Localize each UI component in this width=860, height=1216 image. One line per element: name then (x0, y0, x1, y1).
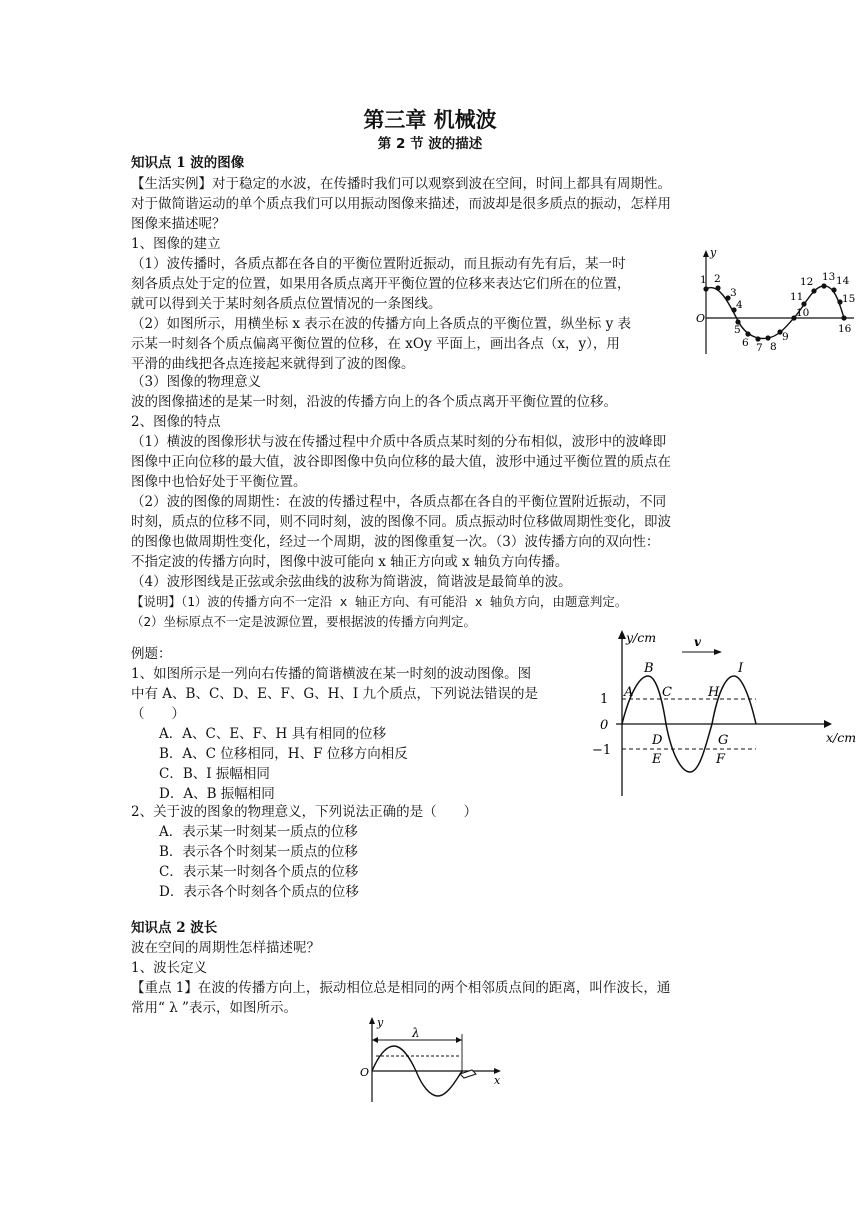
kp1-heading: 知识点 1 波的图像 (131, 155, 245, 171)
fig1-points-group (700, 271, 855, 354)
s1-paragraph-line: （1）波传播时，各质点都在各自的平衡位置附近振动，而且振动有先有后，某一时 (131, 256, 626, 272)
fig2-point-label: D (652, 733, 663, 748)
fig1-point-label: 16 (838, 323, 852, 335)
q1-option-c: C．B、I 振幅相同 (159, 766, 270, 782)
s2-paragraph-line: 时刻，质点的位移不同，则不同时刻，波的图像不同。质点振动时位移做周期性变化，即波 (131, 514, 671, 530)
fig2-tick-zero: 0 (600, 718, 609, 733)
q1-option-d: D．A、B 振幅相同 (159, 786, 275, 802)
s1-paragraph-line: 刻各质点处于定的位置，如果用各质点离开平衡位置的位移来表达它们所在的位置， (131, 276, 631, 292)
fig2-y-label: y/cm (626, 630, 657, 645)
s2-title: 2、图像的特点 (131, 414, 221, 430)
fig3-lambda-label: λ (412, 1026, 420, 1040)
fig1-point-dot (755, 336, 760, 341)
fig2-velocity-label: v (694, 635, 701, 649)
fig1-point-label: 13 (822, 271, 836, 283)
fig1-point-label: 8 (770, 341, 777, 353)
fig2-point-label: E (652, 752, 662, 767)
s2-paragraph-line: （2）波的图像的周期性：在波的传播过程中，各质点都在各自的平衡位置附近振动，不同 (131, 494, 667, 510)
fig2-point-label: C (662, 685, 672, 700)
kp2-intro: 波在空间的周期性怎样描述呢？ (131, 940, 320, 956)
kp2-definition-line: 【重点 1】在波的传播方向上，振动相位总是相同的两个相邻质点间的距离，叫作波长，通 (131, 980, 671, 996)
fig1-point-dot (841, 315, 846, 320)
kp2-definition-line: 常用“ λ ”表示，如图所示。 (131, 1000, 297, 1016)
fig1-point-dot (811, 288, 816, 293)
q1-stem-line: （ ） (131, 706, 185, 722)
fig3-origin-label: O (360, 1066, 370, 1079)
fig2-tick-neg: −1 (592, 743, 612, 758)
fig1-point-dot (765, 335, 770, 340)
fig3-y-label: y (377, 1016, 384, 1029)
fig1-point-label: 2 (714, 273, 721, 285)
fig2-point-label: F (716, 752, 726, 767)
q2-stem: 2、关于波的图象的物理意义，下列说法正确的是（ ） (131, 804, 478, 820)
s1-subtitle: （3）图像的物理意义 (131, 374, 262, 390)
s2-paragraph-line: 不指定波的传播方向时，图像中波可能向 x 轴正方向或 x 轴负方向传播。 (131, 554, 569, 570)
fig2-point-label: H (708, 685, 720, 700)
fig1-point-dot (831, 287, 836, 292)
s1-paragraph-line: 示某一时刻各个质点偏离平衡位置的位移，在 xOy 平面上，画出各点（x，y），用 (131, 336, 620, 352)
q1-option-a: A．A、C、E、F、H 具有相同的位移 (159, 726, 387, 742)
fig1-y-label: y (710, 246, 717, 259)
kp1-intro-line: 对于做简谐运动的单个质点我们可以用振动图像来描述，而波却是很多质点的振动，怎样用 (131, 196, 671, 212)
fig2-point-label: A (624, 685, 634, 700)
q1-stem-line: 中有 A、B、C、D、E、F、G、H、I 九个质点，下列说法错误的是 (131, 686, 539, 702)
fig2-tick-pos: 1 (600, 692, 609, 707)
fig1-point-label: 1 (700, 274, 707, 286)
fig1-point-label: 14 (836, 275, 850, 287)
fig2-points-group (623, 661, 744, 767)
fig1-point-label: 12 (800, 276, 814, 288)
q2-option-b: B．表示各个时刻某一质点的位移 (159, 844, 358, 860)
s1-paragraph-line: 就可以得到关于某时刻各质点位置情况的一条图线。 (131, 296, 442, 312)
fig2-point-label: B (644, 661, 654, 676)
fig1-point-dot (715, 285, 720, 290)
q2-option-c: C．表示某一时刻各个质点的位移 (159, 864, 359, 880)
s2-paragraph-line: 图像中正向位移的最大值，波谷即图像中负向位移的最大值，波形中通过平衡位置的质点在 (131, 454, 671, 470)
s2-paragraph-line: 的图像也做周期性变化，经过一个周期，波的图像重复一次。（3）波传播方向的双向性： (131, 534, 660, 550)
q2-option-d: D．表示各个时刻各个质点的位移 (159, 884, 359, 900)
fig1-origin-label: O (696, 312, 706, 325)
s1-title: 1、图像的建立 (131, 236, 221, 252)
fig1-point-label: 7 (756, 342, 763, 354)
wave-letters-figure (586, 626, 858, 800)
kp1-intro-line: 【生活实例】对于稳定的水波，在传播时我们可以观察到波在空间，时间上都具有周期性。 (131, 176, 671, 192)
s2-paragraph-line: （1）横波的图像形状与波在传播过程中介质中各质点某时刻的分布相似，波形中的波峰即 (131, 434, 667, 450)
s2-paragraph-line: （4）波形图线是正弦或余弦曲线的波称为简谐波，简谐波是最简单的波。 (131, 574, 572, 590)
fig1-point-label: 5 (734, 324, 741, 336)
fig2-x-label: x/cm (826, 730, 857, 745)
fig1-point-label: 3 (730, 287, 737, 299)
kp2-s1-title: 1、波长定义 (131, 960, 208, 976)
fig1-point-label: 10 (796, 307, 810, 319)
fig3-x-label: x (494, 1074, 501, 1087)
q1-option-b: B．A、C 位移相同，H、F 位移方向相反 (159, 746, 408, 762)
fig2-point-label: I (738, 661, 744, 676)
fig1-point-label: 11 (790, 291, 804, 303)
q2-option-a: A．表示某一时刻某一质点的位移 (159, 824, 358, 840)
q1-stem-line: 1、如图所示是一列向右传播的简谐横波在某一时刻的波动图像。图 (131, 666, 532, 682)
section-title: 第 2 节 波的描述 (377, 136, 483, 152)
kp1-intro-line: 图像来描述呢？ (131, 216, 226, 232)
fig1-point-label: 9 (782, 331, 789, 343)
fig1-point-label: 6 (742, 337, 749, 349)
fig1-point-dot (703, 286, 708, 291)
wave-points-figure (696, 246, 860, 358)
s1-paragraph-line: 波的图像描述的是某一时刻，沿波的传播方向上的各个质点离开平衡位置的位移。 (131, 394, 617, 410)
s1-paragraph-line: 平滑的曲线把各点连接起来就得到了波的图像。 (131, 356, 415, 372)
fig1-point-label: 4 (736, 299, 743, 311)
kp2-heading: 知识点 2 波长 (131, 920, 218, 936)
chapter-title: 第三章 机械波 (363, 108, 497, 132)
fig1-point-label: 15 (842, 293, 856, 305)
s2-paragraph-line: 图像中也恰好处于平衡位置。 (131, 474, 307, 490)
wavelength-figure (356, 1014, 506, 1106)
fig1-wave-curve (706, 286, 844, 339)
fig2-point-label: G (718, 733, 729, 748)
note-line: 【说明】（1）波的传播方向不一定沿 x 轴正方向、有可能沿 x 轴负方向，由题意判定。 (131, 594, 628, 609)
fig1-point-dot (745, 331, 750, 336)
s1-paragraph-line: （2）如图所示，用横坐标 x 表示在波的传播方向上各质点的平衡位置，纵坐标 y 表 (131, 316, 631, 332)
fig1-point-dot (821, 283, 826, 288)
note-line: （2）坐标原点不一定是波源位置，要根据波的传播方向判定。 (131, 614, 477, 629)
examples-heading: 例题： (131, 646, 172, 662)
